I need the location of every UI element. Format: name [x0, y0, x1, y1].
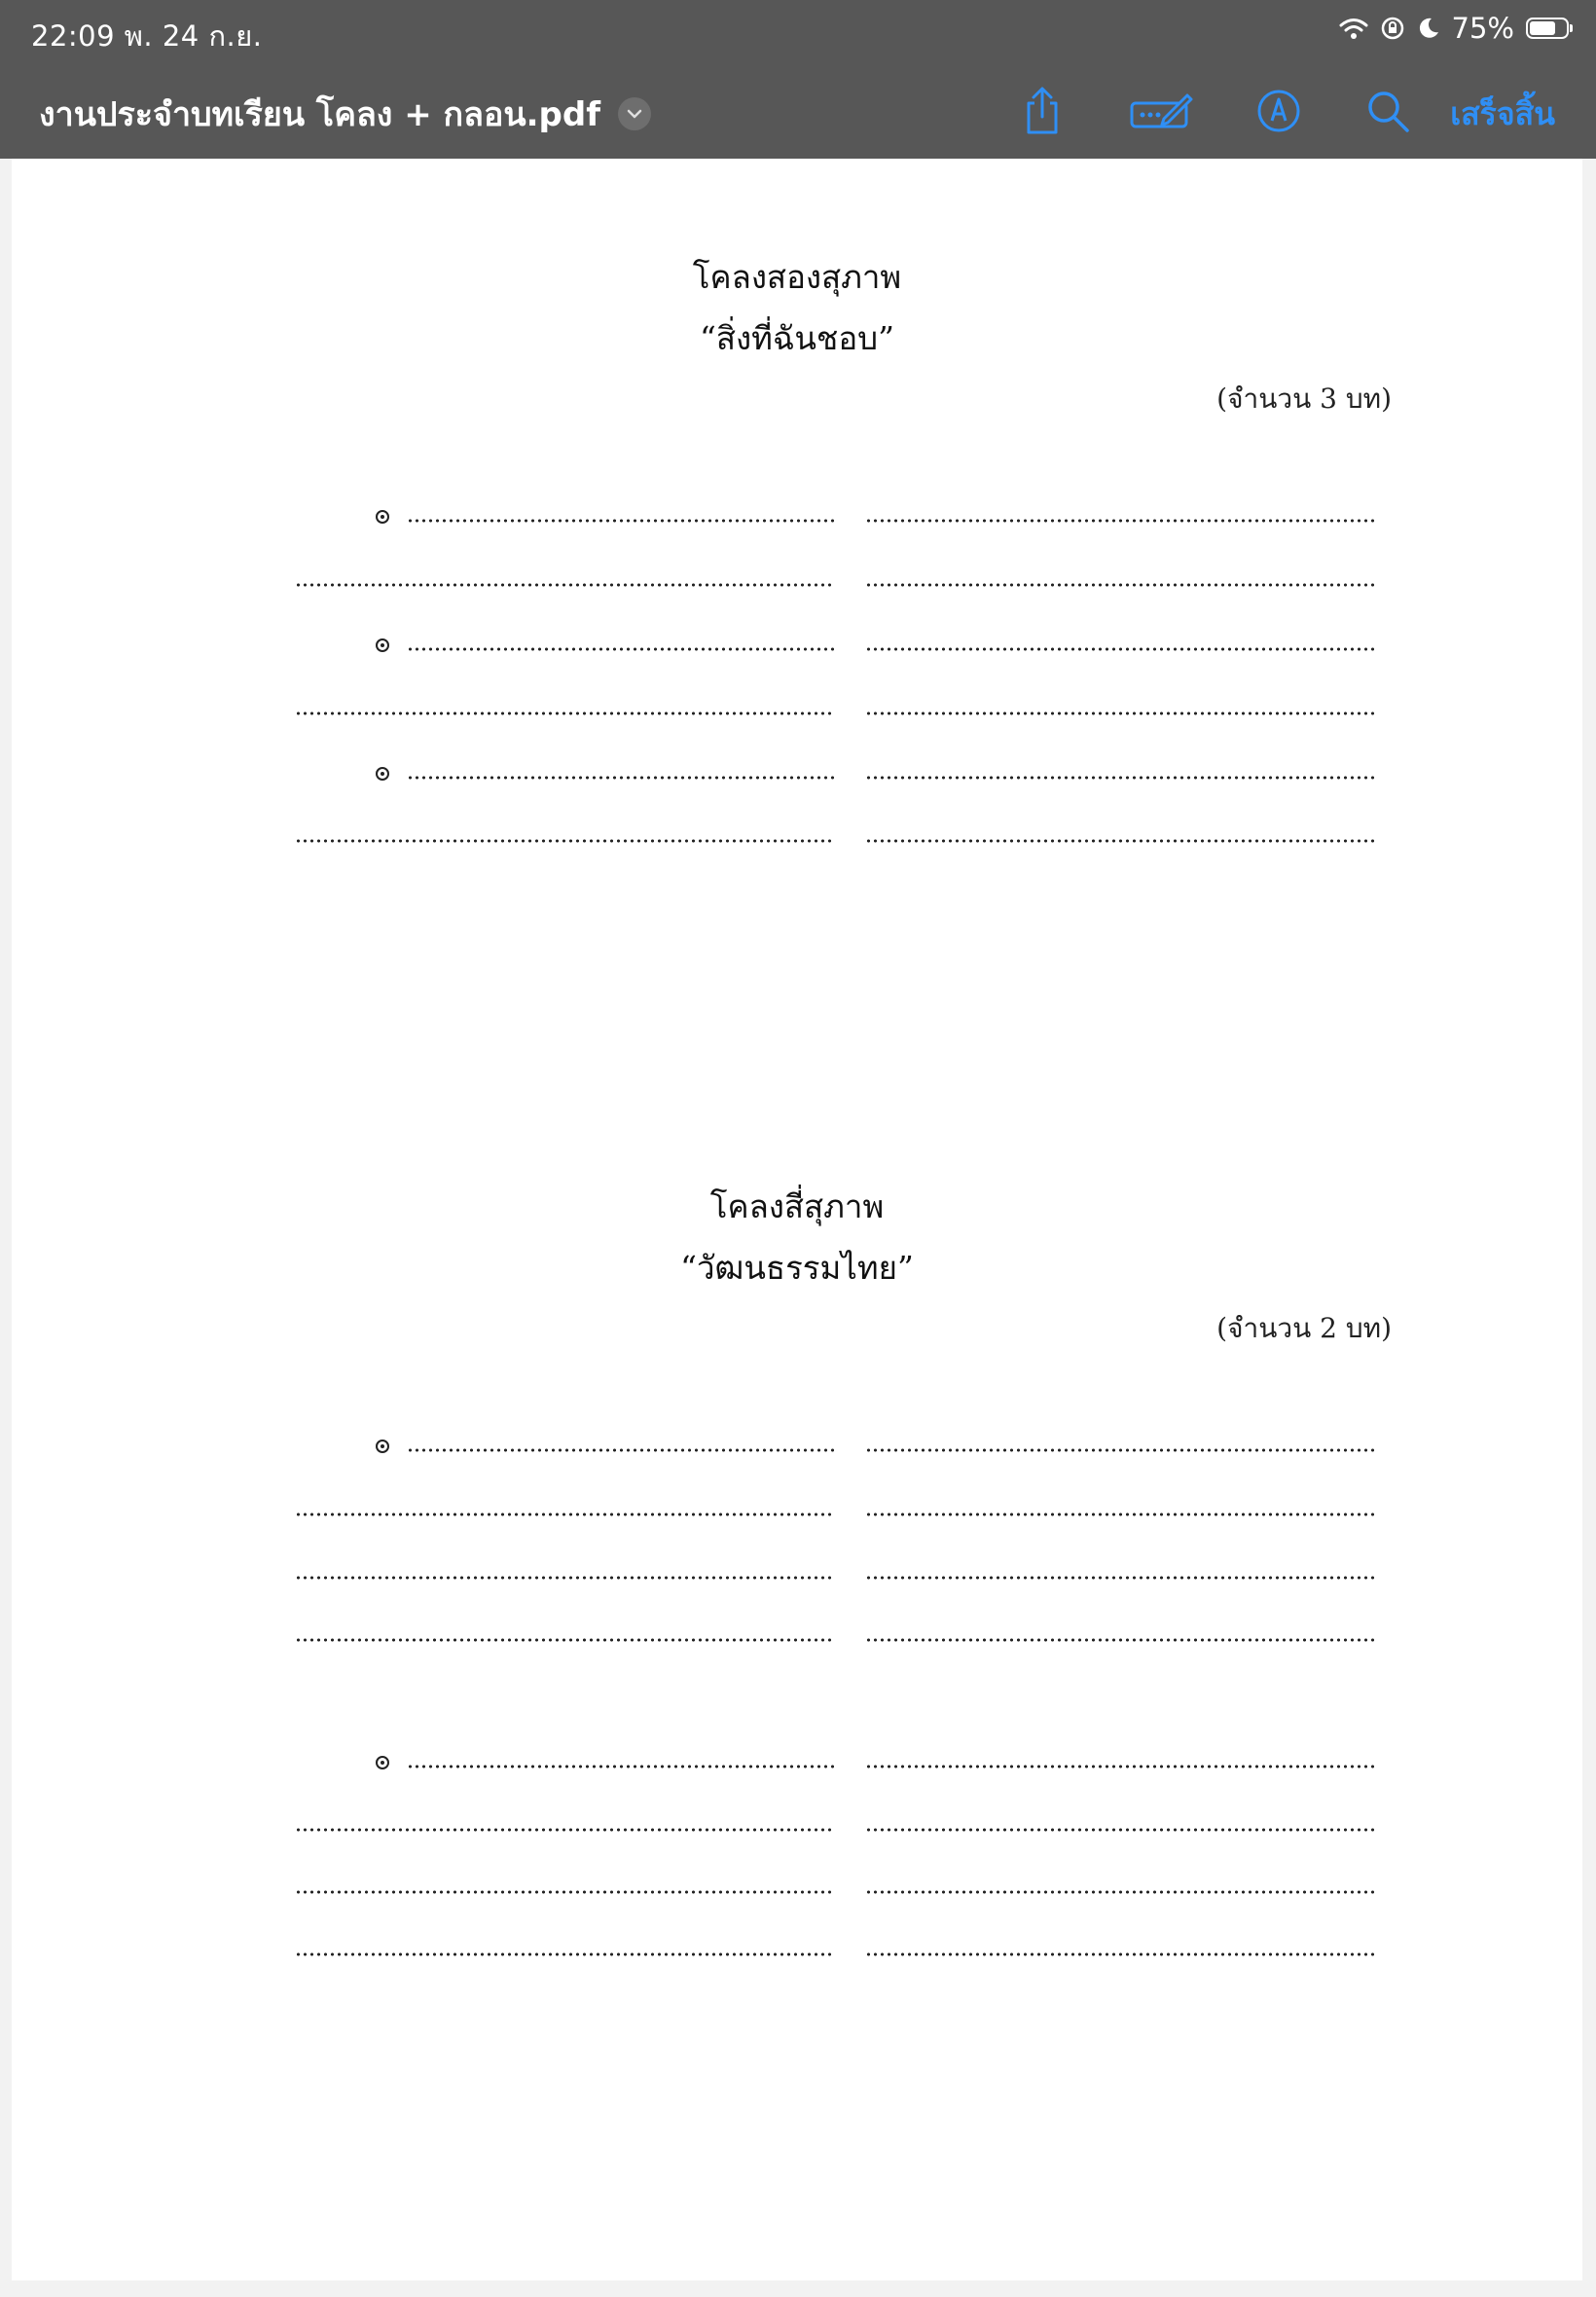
search-button[interactable] [1360, 84, 1415, 138]
answer-line [865, 1952, 1375, 1956]
answer-line [865, 583, 1375, 587]
status-time-date: 22:09 พ. 24 ก.ย. [31, 19, 263, 53]
share-button[interactable] [1015, 84, 1070, 138]
section-1-count: (จำนวน 3 บท) [1216, 383, 1392, 415]
signature-button[interactable] [1129, 84, 1193, 138]
answer-line [865, 1448, 1375, 1452]
verse-bullet [376, 1756, 389, 1769]
answer-line [295, 583, 835, 587]
answer-line [865, 519, 1375, 523]
answer-line [407, 647, 835, 651]
chevron-down-icon[interactable] [618, 97, 651, 130]
answer-line [295, 1638, 835, 1642]
markup-button[interactable] [1251, 84, 1306, 138]
wifi-icon [1339, 17, 1368, 40]
answer-line [295, 711, 835, 715]
verse-bullet [376, 1440, 389, 1453]
section-2-subtitle: “วัฒนธรรมไทย” [680, 1249, 914, 1287]
answer-line [295, 1828, 835, 1832]
answer-line [865, 1513, 1375, 1516]
answer-line [865, 1828, 1375, 1832]
verse-bullet [376, 638, 389, 652]
answer-line [865, 776, 1375, 780]
battery-percent: 75% [1451, 12, 1514, 45]
section-1-subtitle: “สิ่งที่ฉันชอบ” [700, 319, 894, 357]
section-2-count: (จำนวน 2 บท) [1216, 1312, 1392, 1344]
done-button[interactable]: เสร็จสิ้น [1450, 95, 1555, 132]
verse-bullet [376, 510, 389, 524]
top-bar [0, 0, 1596, 159]
answer-line [295, 1513, 835, 1516]
share-icon [1021, 86, 1064, 136]
answer-line [865, 1576, 1375, 1580]
document-title: งานประจำบทเรียน โคลง + กลอน.pdf [39, 95, 601, 134]
battery-icon [1526, 18, 1569, 39]
pdf-page [12, 159, 1582, 2280]
section-2-heading: โคลงสี่สุภาพ [709, 1187, 885, 1225]
answer-line [865, 647, 1375, 651]
document-title-menu[interactable] [39, 88, 651, 140]
answer-line [295, 1890, 835, 1894]
answer-line [407, 776, 835, 780]
answer-line [865, 1890, 1375, 1894]
answer-line [295, 1952, 835, 1956]
answer-line [407, 1765, 835, 1768]
moon-icon [1417, 17, 1440, 40]
markup-icon [1255, 88, 1302, 134]
section-1-heading: โคลงสองสุภาพ [692, 258, 902, 296]
status-indicators [1339, 12, 1569, 45]
verse-bullet [376, 767, 389, 781]
answer-line [295, 839, 835, 843]
orientation-lock-icon [1380, 16, 1405, 41]
answer-line [295, 1576, 835, 1580]
answer-line [865, 1765, 1375, 1768]
answer-line [865, 1638, 1375, 1642]
search-icon [1364, 88, 1411, 134]
signature-icon [1129, 90, 1193, 132]
answer-line [865, 839, 1375, 843]
answer-line [865, 711, 1375, 715]
answer-line [407, 1448, 835, 1452]
answer-line [407, 519, 835, 523]
